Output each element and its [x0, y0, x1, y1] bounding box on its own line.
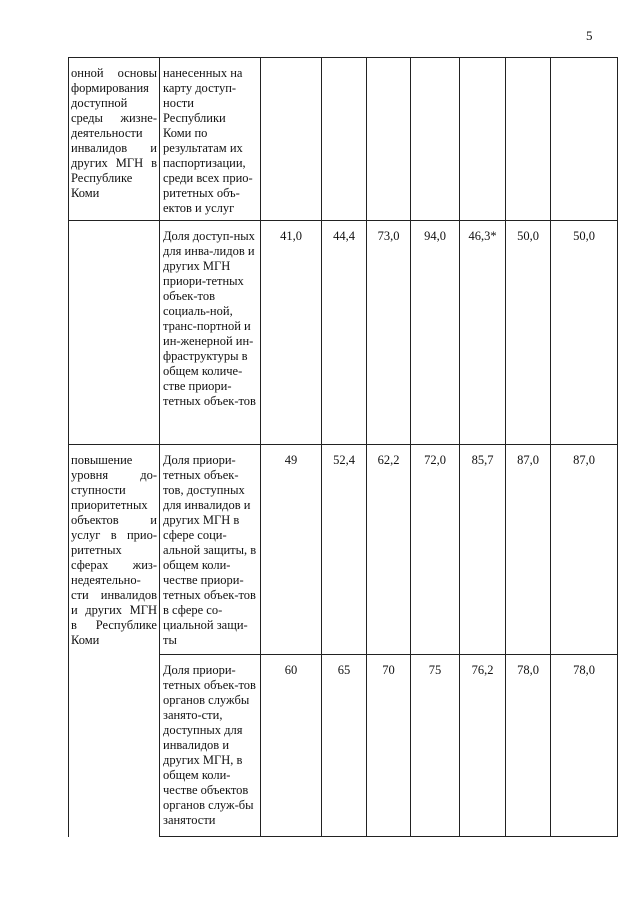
table-row [69, 58, 618, 221]
value-cell: 94,0 [411, 221, 460, 445]
value-cell: 73,0 [367, 221, 411, 445]
value-cell [460, 58, 506, 221]
value-cell: 78,0 [551, 655, 618, 837]
value-cell: 52,4 [322, 445, 367, 655]
value-cell [506, 58, 551, 221]
indicator-cell: нанесенных на карту доступ-ности Республики Коми по результатам их паспортизации, среди всех прио-ритетных объ-ектов и услуг [160, 58, 261, 221]
table-row [69, 655, 618, 837]
value-cell [261, 58, 322, 221]
table-row [69, 221, 618, 445]
value-cell [551, 58, 618, 221]
value-cell: 41,0 [261, 221, 322, 445]
table-row [69, 445, 618, 655]
page-number: 5 [586, 28, 593, 43]
value-cell: 50,0 [506, 221, 551, 445]
value-cell: 85,7 [460, 445, 506, 655]
value-cell: 50,0 [551, 221, 618, 445]
value-cell: 87,0 [506, 445, 551, 655]
value-cell [322, 58, 367, 221]
goal-cell [69, 221, 160, 445]
indicators-table [68, 57, 618, 837]
value-cell: 87,0 [551, 445, 618, 655]
value-cell: 72,0 [411, 445, 460, 655]
goal-cell [69, 655, 160, 837]
value-cell: 49 [261, 445, 322, 655]
value-cell: 65 [322, 655, 367, 837]
indicator-cell: Доля приори-тетных объек-тов органов службы занято-сти, доступных для инвалидов и других МГН, в общем коли-честве объектов органов служ-бы занятости [160, 655, 261, 837]
value-cell: 60 [261, 655, 322, 837]
value-cell: 75 [411, 655, 460, 837]
goal-cell: повышение уровня до-ступности приоритетных объектов и услуг в прио-ритетных сферах жиз-недеятельно-сти инвалидов и других МГН в Республике Коми [69, 445, 160, 655]
value-cell: 44,4 [322, 221, 367, 445]
value-cell: 78,0 [506, 655, 551, 837]
value-cell [367, 58, 411, 221]
value-cell: 62,2 [367, 445, 411, 655]
value-cell: 46,3* [460, 221, 506, 445]
indicator-cell: Доля приори-тетных объек-тов, доступных для инвалидов и других МГН в сфере соци-альной защиты, в общем коли-честве приори-тетных объек-тов в сфере со-циальной защи-ты [160, 445, 261, 655]
value-cell: 70 [367, 655, 411, 837]
indicator-cell: Доля доступ-ных для инва-лидов и других МГН приори-тетных объек-тов социаль-ной, транс-портной и ин-женерной ин-фраструктуры в общем количе-стве приори-тетных объек-тов [160, 221, 261, 445]
goal-cell: онной основы формирования доступной среды жизне-деятельности инвалидов и других МГН в Республике Коми [69, 58, 160, 221]
value-cell: 76,2 [460, 655, 506, 837]
value-cell [411, 58, 460, 221]
